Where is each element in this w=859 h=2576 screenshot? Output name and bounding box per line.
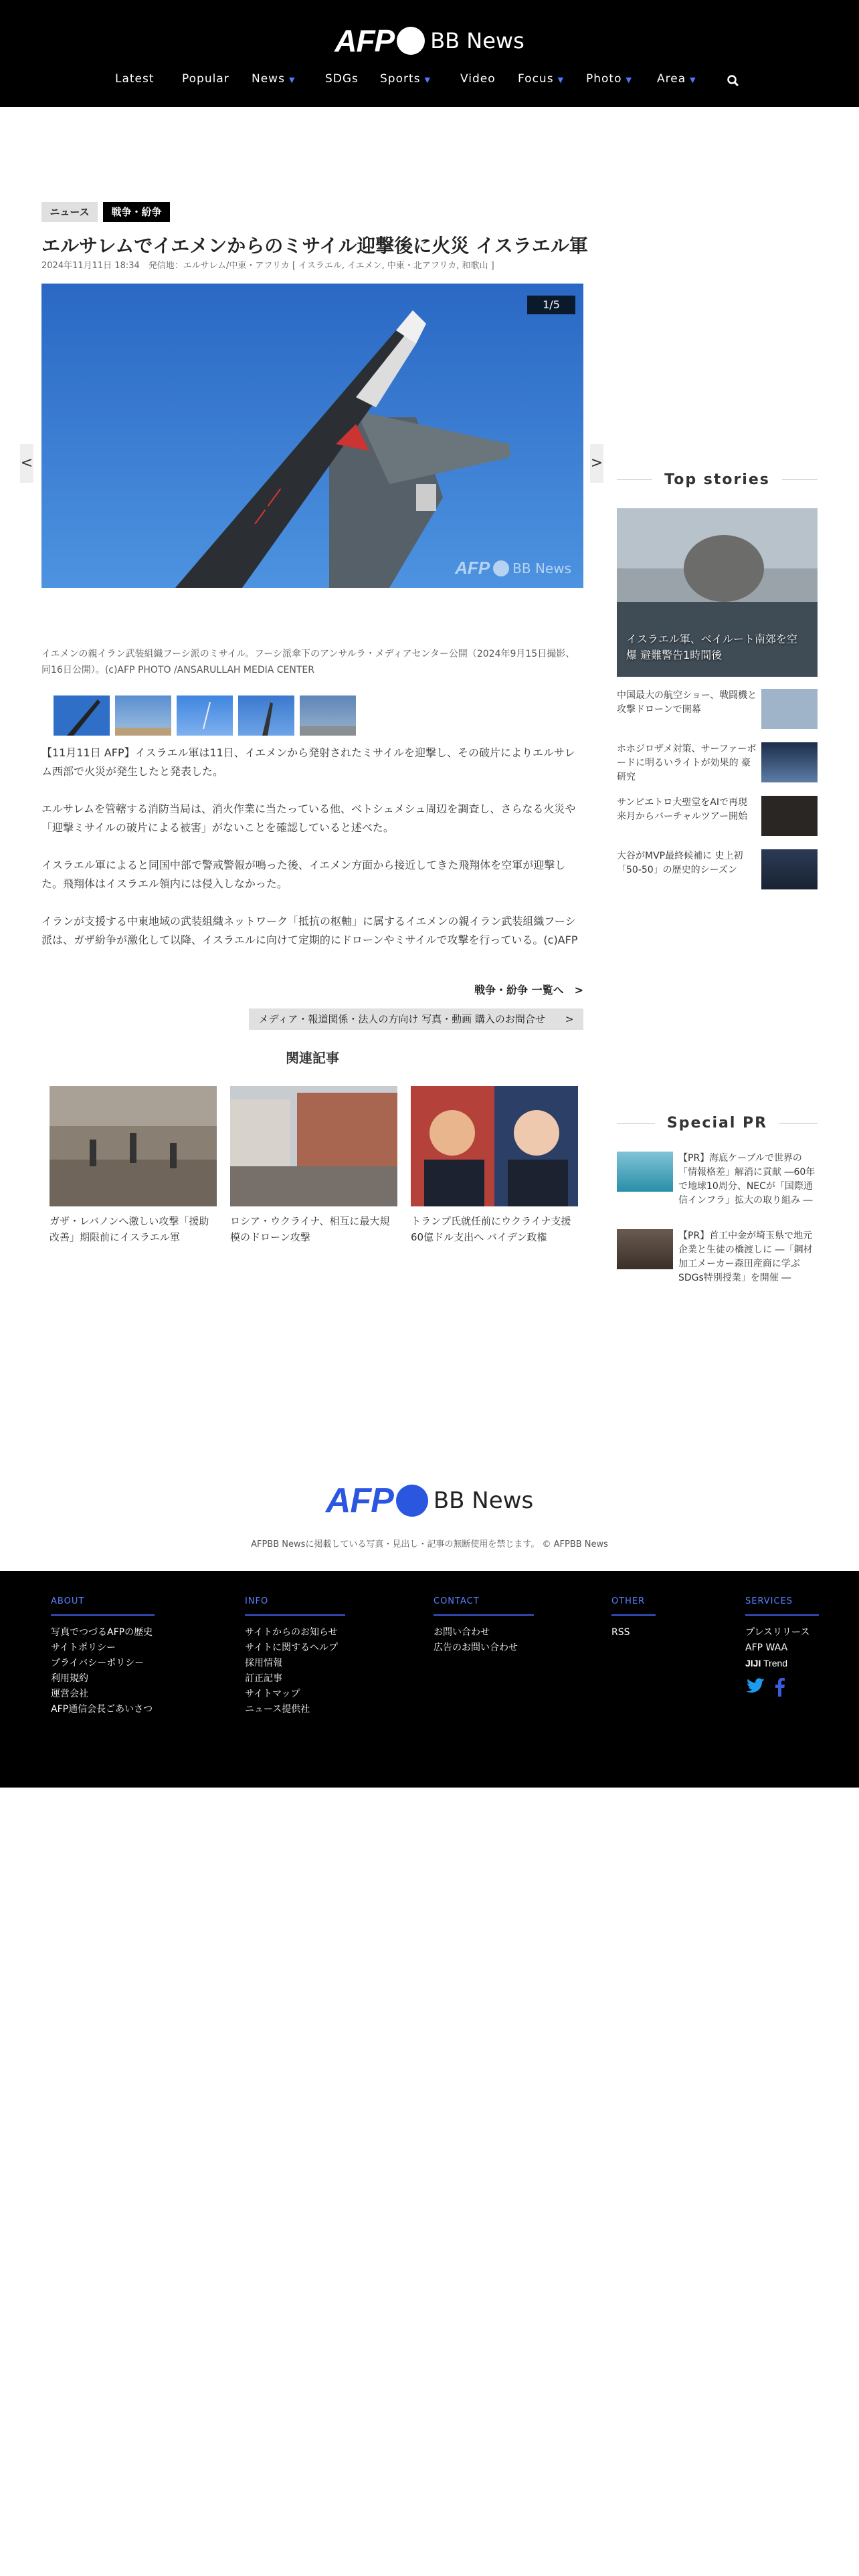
pr-item-image bbox=[617, 1229, 673, 1269]
chevron-down-icon: ▼ bbox=[424, 76, 431, 84]
top-story-caption: イスラエル軍、ベイルート南郊を空爆 避難警告1時間後 bbox=[626, 633, 797, 661]
nav-item-sports[interactable]: Sports ▼ bbox=[380, 72, 431, 86]
thumbnail-strip bbox=[54, 695, 361, 736]
main-nav bbox=[107, 72, 749, 92]
chevron-down-icon: ▼ bbox=[690, 76, 696, 84]
photo-caption: イエメンの親イラン武装組織フーシ派のミサイル。フーシ派傘下のアンサルラ・メディアセンター公開（2024年9月15日撮影、同16日公開）。(c)AFP PHOTO /ANSARULLAH MEDIA CENTER bbox=[41, 649, 575, 675]
top-stories-heading: Top stories bbox=[617, 469, 818, 490]
footer-link[interactable]: AFP通信会長ごあいさつ bbox=[51, 1704, 153, 1715]
related-articles-heading: 関連記事 bbox=[286, 1050, 339, 1066]
missile-photo bbox=[41, 284, 583, 588]
article-paragraph: 【11月11日 AFP】イスラエル軍は11日、イエメンから発射されたミサイルを迎撃し、その破片によりエルサレム西部で火災が発生したと発表した。 bbox=[41, 746, 575, 778]
jiji-trend-logo[interactable]: JIJI Trend bbox=[745, 1658, 788, 1669]
tag-news[interactable]: ニュース bbox=[41, 202, 98, 222]
related-article-card[interactable] bbox=[230, 1086, 397, 1245]
footer-link[interactable]: サイトポリシー bbox=[51, 1642, 116, 1653]
footer-link[interactable]: サイトからのお知らせ bbox=[245, 1627, 338, 1638]
footer-link[interactable]: 運営会社 bbox=[51, 1689, 88, 1699]
nav-item-sdgs[interactable]: SDGs bbox=[325, 72, 359, 86]
sidebar-story[interactable]: サンピエトロ大聖堂をAIで再現 来月からバーチャルツアー開始 bbox=[617, 796, 818, 836]
chevron-down-icon: ▼ bbox=[557, 76, 565, 84]
footer-column-services: SERVICES プレスリリース AFP WAA JIJI Trend bbox=[745, 1596, 819, 1697]
related-article-image bbox=[230, 1086, 397, 1206]
related-article-card[interactable] bbox=[50, 1086, 217, 1245]
footer-link[interactable]: お問い合わせ bbox=[434, 1627, 490, 1638]
afp-watermark: AFP BB News bbox=[455, 558, 571, 578]
svg-text:ـــــ ــــ: ـــــ ــــ bbox=[245, 481, 285, 527]
thumbnail-1[interactable] bbox=[54, 695, 110, 736]
footer-link[interactable]: サイトに関するヘルプ bbox=[245, 1642, 339, 1653]
logo-dot-icon bbox=[397, 27, 425, 55]
site-header bbox=[0, 0, 859, 107]
slider-prev-button[interactable]: < bbox=[20, 444, 33, 483]
social-links bbox=[745, 1678, 819, 1697]
special-pr-item[interactable]: 【PR】海底ケーブルで世界の「情報格差」解消に貢献 ―60年で地球10周分、NECが「国際通信インフラ」拡大の取り組み ― bbox=[617, 1152, 818, 1212]
special-pr-heading: Special PR bbox=[617, 1113, 818, 1133]
footer-link[interactable]: サイトマップ bbox=[245, 1689, 300, 1699]
logo-afp-text: AFP bbox=[335, 23, 395, 58]
thumbnail-2[interactable] bbox=[115, 695, 171, 736]
nav-item-area[interactable]: Area ▼ bbox=[657, 72, 696, 86]
nav-item-focus[interactable]: Focus ▼ bbox=[518, 72, 565, 86]
footer-column-contact: CONTACT お問い合わせ 広告のお問い合わせ bbox=[434, 1596, 534, 1656]
sidebar-story-image bbox=[761, 742, 818, 782]
footer-link[interactable]: 広告のお問い合わせ bbox=[434, 1642, 518, 1653]
footer-column-other: OTHER RSS bbox=[611, 1596, 656, 1640]
slider-next-button[interactable]: > bbox=[590, 444, 603, 483]
logo-bb-text: BB News bbox=[430, 28, 524, 53]
site-logo[interactable] bbox=[0, 23, 859, 58]
related-article-title: トランプ氏就任前にウクライナ支援60億ドル支出へ バイデン政権 bbox=[411, 1215, 571, 1243]
related-article-image bbox=[411, 1086, 578, 1206]
sidebar-story-image bbox=[761, 796, 818, 836]
footer-column-info: INFO サイトからのお知らせ サイトに関するヘルプ 採用情報 訂正記事 サイトマップ ニュース提供社 bbox=[245, 1596, 345, 1717]
related-article-card[interactable] bbox=[411, 1086, 578, 1245]
sidebar-story[interactable]: ホホジロザメ対策、サーファーボードに明るいライトが効果的 豪研究 bbox=[617, 742, 818, 782]
footer-link[interactable]: 採用情報 bbox=[245, 1658, 282, 1669]
site-footer bbox=[0, 1571, 859, 1788]
top-story-feature[interactable] bbox=[617, 508, 818, 677]
chevron-down-icon: ▼ bbox=[288, 76, 296, 84]
facebook-icon[interactable] bbox=[775, 1678, 785, 1697]
search-icon[interactable] bbox=[727, 74, 740, 88]
footer-link[interactable]: 利用規約 bbox=[51, 1673, 88, 1684]
footer-link[interactable]: ニュース提供社 bbox=[245, 1704, 310, 1715]
nav-item-video[interactable]: Video bbox=[460, 72, 496, 86]
thumbnail-4[interactable] bbox=[238, 695, 294, 736]
tag-war-conflict[interactable]: 戦争・紛争 bbox=[103, 202, 170, 222]
pr-item-image bbox=[617, 1152, 673, 1192]
footer-link[interactable]: AFP WAA bbox=[745, 1642, 788, 1653]
footer-logo[interactable]: AFP BB News bbox=[325, 1481, 534, 1520]
media-inquiry-button[interactable]: メディア・報道関係・法人の方向け 写真・動画 購入のお問合せ > bbox=[249, 1008, 583, 1030]
article-title: エルサレムでイエメンからのミサイル迎撃後に火災 イスラエル軍 bbox=[41, 235, 588, 257]
sidebar-story-image bbox=[761, 689, 818, 729]
article-paragraph: イスラエル軍によると同国中部で警戒警報が鳴った後、イエメン方面から接近してきた飛翔体を空軍が迎撃した。飛翔体はイスラエル領内には侵入しなかった。 bbox=[41, 859, 566, 890]
sidebar-story[interactable]: 中国最大の航空ショー、戦闘機と攻撃ドローンで開幕 bbox=[617, 689, 818, 729]
article-paragraph: イランが支援する中東地域の武装組織ネットワーク「抵抗の枢軸」に属するイエメンの親イラン武装組織フーシ派は、ガザ紛争が激化して以降、イスラエルに向けて定期的にドローンやミサイルで攻撃を行っている。(c)AFP bbox=[41, 915, 578, 946]
nav-item-photo[interactable]: Photo ▼ bbox=[586, 72, 632, 86]
footer-link[interactable]: 訂正記事 bbox=[245, 1673, 282, 1684]
thumbnail-3[interactable] bbox=[177, 695, 233, 736]
special-pr-item[interactable]: 【PR】首工中金が埼玉県で地元企業と生徒の橋渡しに ―「鋼材加工メーカー森田産商に学ぶSDGs特別授業」を開催 ― bbox=[617, 1229, 818, 1289]
copyright-notice: AFPBB Newsに掲載している写真・見出し・記事の無断使用を禁じます。 © AFPBB News bbox=[251, 1539, 608, 1549]
nav-item-news[interactable]: News ▼ bbox=[252, 72, 296, 86]
slide-counter: 1/5 bbox=[527, 296, 575, 314]
sidebar-story[interactable]: 大谷がMVP最終候補に 史上初「50-50」の歴史的シーズン bbox=[617, 849, 818, 889]
footer-link[interactable]: プレスリリース bbox=[745, 1627, 810, 1638]
nav-item-latest[interactable]: Latest bbox=[115, 72, 155, 86]
footer-link[interactable]: RSS bbox=[611, 1627, 630, 1638]
thumbnail-5[interactable] bbox=[300, 695, 356, 736]
footer-column-about: ABOUT 写真でつづるAFPの歴史 サイトポリシー プライバシーポリシー 利用規約 運営会社 AFP通信会長ごあいさつ bbox=[51, 1596, 155, 1717]
related-article-title: ガザ・レバノンへ激しい攻撃「援助改善」期限前にイスラエル軍 bbox=[50, 1215, 209, 1243]
footer-link[interactable]: プライバシーポリシー bbox=[51, 1658, 145, 1669]
article-paragraph: エルサレムを管轄する消防当局は、消火作業に当たっている他、ベトシェメシュ周辺を調査し、さらなる火災や「迎撃ミサイルの破片による被害」がないことを確認していると述べた。 bbox=[41, 802, 576, 834]
related-article-image bbox=[50, 1086, 217, 1206]
category-list-link[interactable]: 戦争・紛争 一覧へ > bbox=[474, 984, 583, 996]
sidebar-story-image bbox=[761, 849, 818, 889]
chevron-down-icon: ▼ bbox=[626, 76, 632, 84]
photo-slider bbox=[41, 284, 583, 588]
twitter-icon[interactable] bbox=[745, 1678, 765, 1695]
nav-item-popular[interactable]: Popular bbox=[182, 72, 229, 86]
related-article-title: ロシア・ウクライナ、相互に最大規模のドローン攻撃 bbox=[230, 1215, 390, 1243]
article-meta: 2024年11月11日 18:34 発信地：エルサレム/中東・アフリカ [ イスラエル, イエメン, 中東・北アフリカ, 和歌山 ] bbox=[41, 261, 494, 271]
footer-link[interactable]: 写真でつづるAFPの歴史 bbox=[51, 1627, 153, 1638]
